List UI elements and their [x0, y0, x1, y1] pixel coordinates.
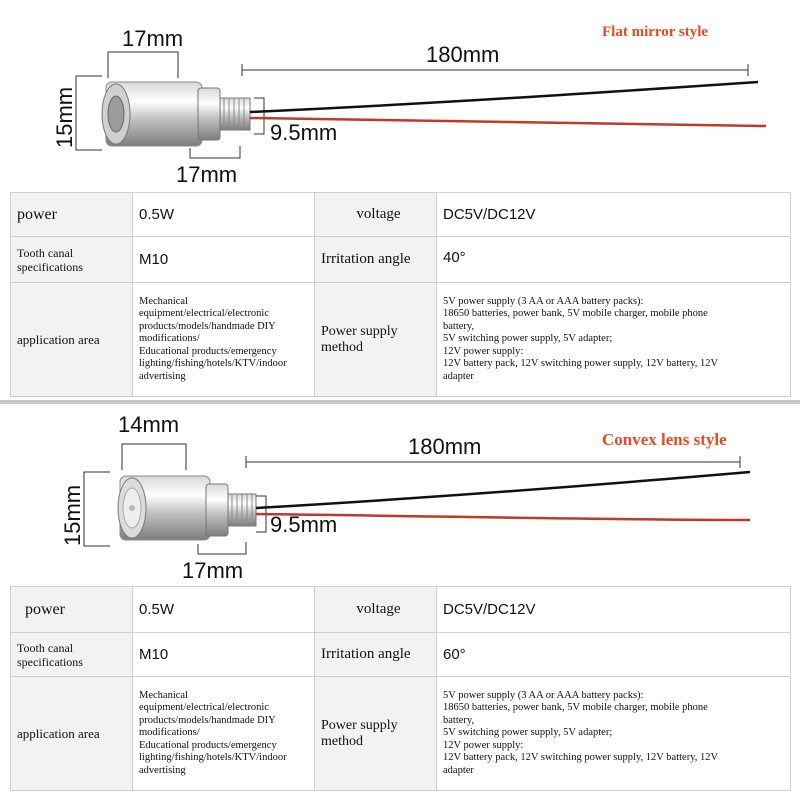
- dimension-height: 15mm: [60, 484, 85, 546]
- irritation-angle-label: Irritation angle: [315, 633, 437, 677]
- table-row: [11, 633, 791, 677]
- style-label: Convex lens style: [602, 430, 727, 449]
- application-area-value: Mechanical equipment/electrical/electronic products/models/handmade DIY modifications/ Educational products/emergency lighting/fishing/hotels/KTV/indoor advertising: [133, 677, 315, 791]
- dimension-thread: 9.5mm: [270, 120, 338, 145]
- power-supply-method-label: Power supply method: [315, 677, 437, 791]
- power-value: 0.5W: [133, 193, 315, 237]
- dimension-width-top: 14mm: [118, 412, 180, 437]
- spec-table: [10, 192, 791, 397]
- power-value: 0.5W: [133, 587, 315, 633]
- voltage-label: voltage: [315, 193, 437, 237]
- application-area-value: Mechanical equipment/electrical/electronic products/models/handmade DIY modifications/ Educational products/emergency lighting/fishing/hotels/KTV/indoor advertising: [133, 283, 315, 397]
- table-row: [11, 237, 791, 283]
- application-area-label: application area: [11, 283, 133, 397]
- tooth-canal-label: Tooth canal specifications: [11, 237, 133, 283]
- style-label: Flat mirror style: [602, 24, 709, 40]
- irritation-angle-value: 40°: [437, 237, 791, 283]
- irritation-angle-label: Irritation angle: [315, 237, 437, 283]
- spec-table: [10, 586, 791, 791]
- table-row: [11, 283, 791, 397]
- dimension-length: 180mm: [426, 42, 500, 67]
- voltage-value: DC5V/DC12V: [437, 193, 791, 237]
- tooth-canal-label: Tooth canal specifications: [11, 633, 133, 677]
- product-dimension-diagram: [10, 404, 790, 596]
- dimension-thread: 9.5mm: [270, 512, 338, 537]
- power-label: power: [11, 587, 133, 633]
- product-panel-flat-mirror: [10, 0, 790, 400]
- voltage-value: DC5V/DC12V: [437, 587, 791, 633]
- voltage-label: voltage: [315, 587, 437, 633]
- application-area-label: application area: [11, 677, 133, 791]
- dimension-width-bottom: 17mm: [182, 558, 244, 583]
- power-label: power: [11, 193, 133, 237]
- dimension-height: 15mm: [52, 86, 77, 148]
- tooth-canal-value: M10: [133, 237, 315, 283]
- power-supply-method-value: 5V power supply (3 AA or AAA battery packs): 18650 batteries, power bank, 5V mobile charger, mobile phone battery, 5V switching power supply, 5V adapter; 12V power supply: 12V battery pack, 12V switching power supply, 12V battery, 12V adapter: [437, 283, 791, 397]
- power-supply-method-value: 5V power supply (3 AA or AAA battery packs): 18650 batteries, power bank, 5V mobile charger, mobile phone battery, 5V switching power supply, 5V adapter; 12V power supply: 12V battery pack, 12V switching power supply, 12V battery, 12V adapter: [437, 677, 791, 791]
- irritation-angle-value: 60°: [437, 633, 791, 677]
- dimension-length: 180mm: [408, 434, 482, 459]
- table-row: [11, 587, 791, 633]
- table-row: [11, 677, 791, 791]
- table-row: [11, 193, 791, 237]
- dimension-width-top: 17mm: [122, 26, 184, 51]
- dimension-width-bottom: 17mm: [176, 162, 238, 187]
- tooth-canal-value: M10: [133, 633, 315, 677]
- product-dimension-diagram: [10, 0, 790, 192]
- power-supply-method-label: Power supply method: [315, 283, 437, 397]
- product-panel-convex-lens: [10, 404, 790, 800]
